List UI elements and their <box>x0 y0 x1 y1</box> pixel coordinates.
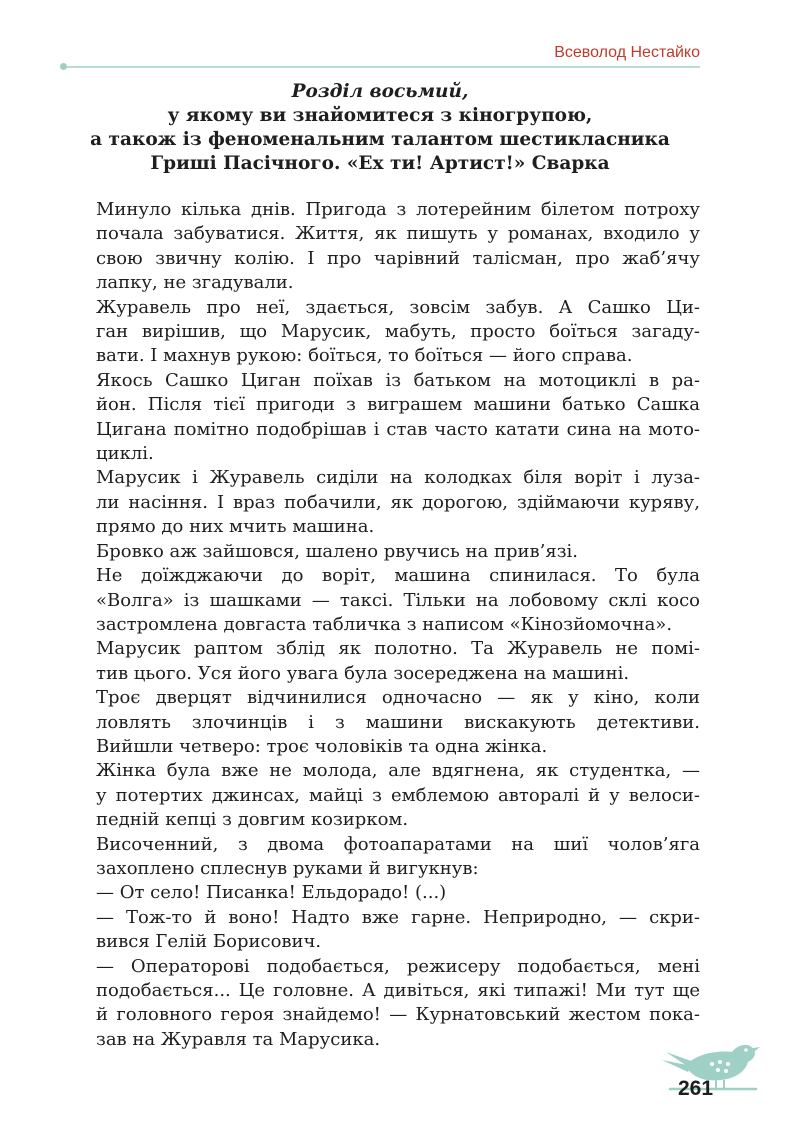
text-line: ловлять злочинців і з машини вискакують детективи. <box>96 711 700 733</box>
header-rule-dot <box>60 63 67 70</box>
text-line: — Операторові подобається, режисеру подобається, мені <box>96 955 700 977</box>
text-line: Марусик раптом зблід як полотно. Та Журавель не помі- <box>96 638 700 660</box>
text-line: Бровко аж зайшовся, шалено рвучись на прив’язі. <box>96 540 579 562</box>
text-line: Журавель про неї, здається, зовсім забув. А Сашко Ци- <box>96 296 700 318</box>
text-line: почала забуватися. Життя, як пишуть у романах, входило у <box>96 223 700 245</box>
chapter-title <box>60 80 700 176</box>
text-line: прямо до них мчить машина. <box>96 516 375 538</box>
text-line: тив цього. Уся його увага була зосереджена на машині. <box>96 662 630 684</box>
text-line: й головного героя знайдемо! — Курнатовський жестом пока- <box>96 1004 700 1026</box>
text-line: Марусик і Журавель сиділи на колодках біля воріт і луза- <box>96 467 700 489</box>
text-line: у потертих джинсах, майці з емблемою авторалі й у велоси- <box>96 784 700 806</box>
text-line: Минуло кілька днів. Пригода з лотерейним білетом потроху <box>96 199 700 220</box>
text-line: ли насіння. І враз побачили, як дорогою, здіймаючи куряву, <box>96 491 700 513</box>
header-rule <box>64 66 700 68</box>
page-number: 261 <box>678 1077 714 1100</box>
chapter-title-line: Розділ восьмий, <box>291 81 469 102</box>
body-text <box>96 198 700 1052</box>
text-line: Троє дверцят відчинилися одночасно — як у кіно, коли <box>96 687 700 709</box>
text-line: ган вирішив, що Марусик, мабуть, просто боїться загаду- <box>96 321 700 343</box>
text-line: Жінка була вже не молода, але вдягнена, як студентка, — <box>96 760 700 782</box>
text-line: йон. Після тієї пригоди з виграшем машини батько Сашка <box>96 394 700 416</box>
text-line: Височенний, з двома фотоапаратами на шиї чолов’яга <box>96 833 700 855</box>
text-line: захоплено сплеснув руками й вигукнув: <box>96 857 479 879</box>
chapter-title-line: а також із феноменальним талантом шестикласника <box>90 129 670 150</box>
text-line: застромлена довгаста табличка з написом «Кінозйомочна». <box>96 613 673 635</box>
text-line: Цигана помітно подобрішав і став часто катати сина на мото- <box>96 418 700 440</box>
chapter-title-line: Гриші Пасічного. «Ех ти! Артист!» Сварка <box>150 153 610 174</box>
text-line: подобається... Це головне. А дивіться, які типажі! Ми тут ще <box>96 980 700 1001</box>
text-line: «Волга» із шашками — таксі. Тільки на лобовому склі косо <box>96 589 700 611</box>
text-line: лапку, не згадували. <box>96 272 294 294</box>
text-line: свою звичну колію. І про чарівний талісман, про жаб’ячу <box>96 247 700 269</box>
text-line: Якось Сашко Циган поїхав із батьком на мотоциклі в ра- <box>96 369 700 391</box>
text-line: — Тож-то й воно! Надто вже гарне. Неприродно, — скри- <box>96 906 700 928</box>
running-header: Всеволод Нестайко <box>554 44 700 61</box>
text-line: вати. І махнув рукою: боїться, то боїться — його справа. <box>96 345 633 367</box>
text-line: — От село! Писанка! Ельдорадо! (...) <box>96 882 447 904</box>
text-line: зав на Журавля та Марусика. <box>96 1028 381 1050</box>
text-line: Вийшли четверо: троє чоловіків та одна жінка. <box>96 735 548 757</box>
text-line: Не доїжджаючи до воріт, машина спинилася. То була <box>96 565 700 587</box>
chapter-title-line: у якому ви знайомитеся з кіногрупою, <box>167 105 593 126</box>
text-line: педній кепці з довгим козирком. <box>96 809 409 831</box>
text-line: циклі. <box>96 443 154 465</box>
text-line: вився Гелій Борисович. <box>96 931 322 953</box>
